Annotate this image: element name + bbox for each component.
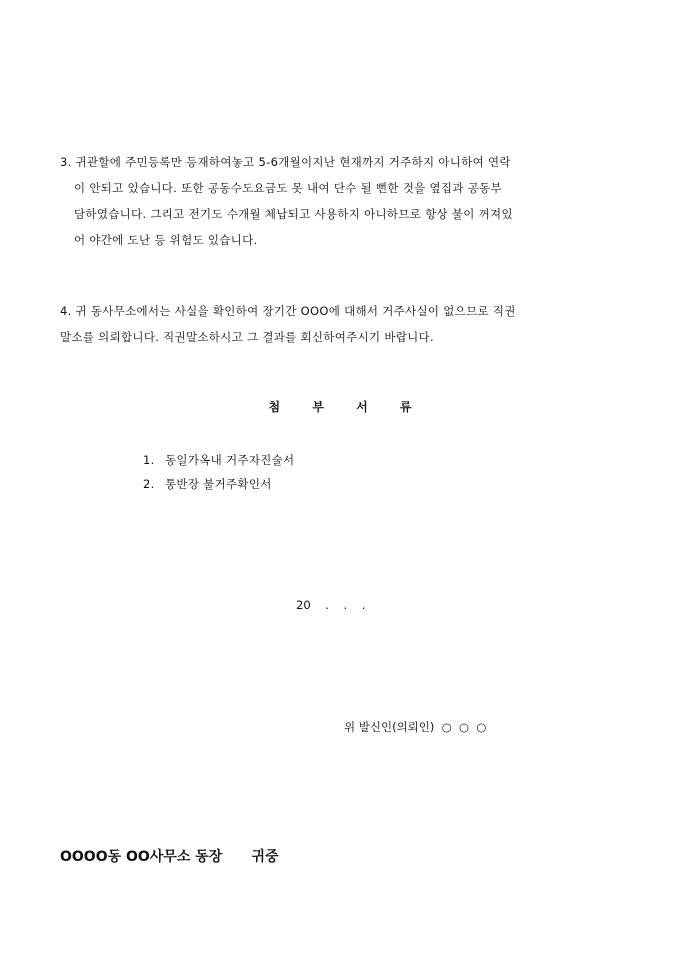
paragraph-4-line: 말소를 의뢰합니다. 직권말소하시고 그 결과를 회신하여주시기 바랍니다. [60,330,434,344]
paragraph-3-line: 이 안되고 있습니다. 또한 공동수도요금도 못 내여 단수 될 뻔한 것을 옆집과 공동부 [74,181,502,195]
paragraph-3 [60,149,640,253]
paragraph-4-line: 4. 귀 동사무소에서는 사실을 확인하여 장기간 OOO에 대해서 거주사실이 없으므로 직권 [60,304,516,318]
recipient-line: OOOO동 OO사무소 동장 귀중 [60,849,279,865]
attachment-number: 1. [143,453,155,467]
attachments-list [143,448,294,496]
paragraph-3-line: 어 야간에 도난 등 위험도 있습니다. [74,233,258,247]
paragraph-4 [60,298,640,350]
date-line: 20 . . . [296,598,366,612]
attachment-item [143,472,294,496]
attachment-item [143,448,294,472]
paragraph-3-line: 3. 귀관할에 주민등록만 등재하여놓고 5-6개월이지난 현재까지 거주하지 아니하여 연락 [60,155,511,169]
attachments-heading: 첨 부 서 류 [268,400,426,414]
attachment-text: 통반장 불거주확인서 [165,477,272,491]
paragraph-3-line: 담하였습니다. 그리고 전기도 수개월 체납되고 사용하지 아니하므로 항상 불이 꺼져있 [74,207,513,221]
sender-line: 위 발신인(의뢰인) ○ ○ ○ [344,720,487,734]
attachment-number: 2. [143,477,155,491]
attachment-text: 동일가옥내 거주자진술서 [165,453,295,467]
